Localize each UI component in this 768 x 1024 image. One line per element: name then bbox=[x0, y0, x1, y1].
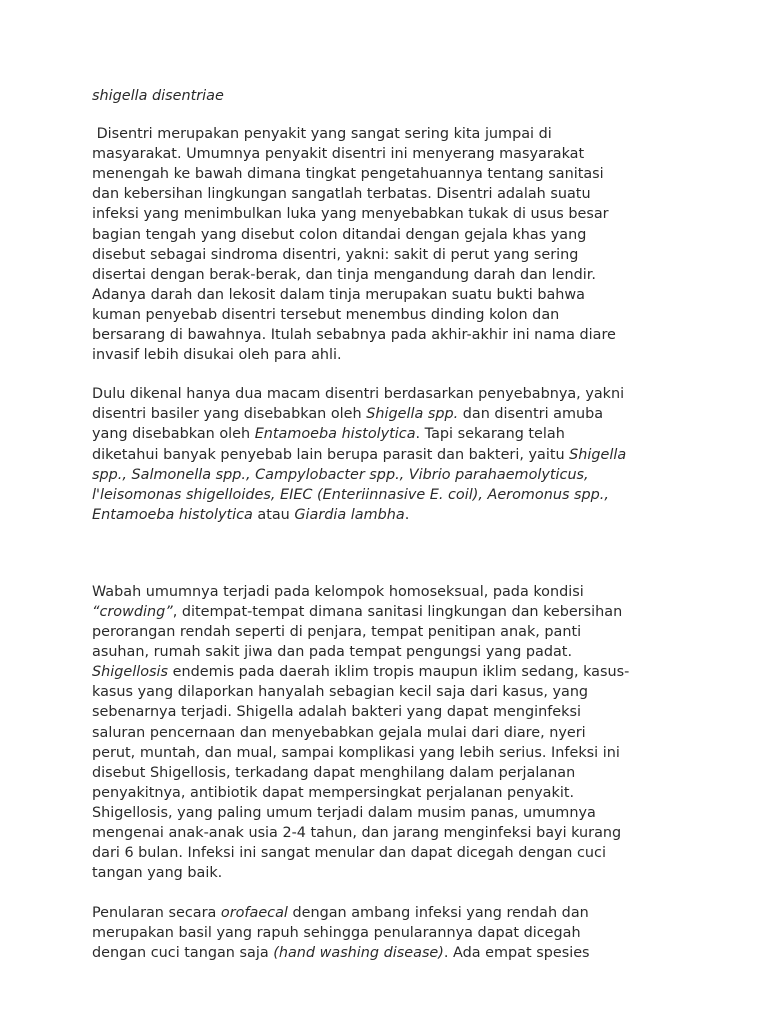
text-line: perorangan rendah seperti di penjara, tempat penitipan anak, panti bbox=[92, 624, 582, 641]
text-run: endemis pada daerah iklim tropis maupun iklim sedang, kasus- bbox=[168, 664, 630, 681]
species-name: Entamoeba histolytica bbox=[254, 426, 416, 443]
text-run: dan disentri amuba bbox=[458, 406, 604, 423]
emphasis-text: Shigellosis bbox=[92, 664, 169, 681]
text-run: diketahui banyak penyebab lain berupa parasit dan bakteri, yaitu bbox=[92, 446, 570, 463]
text-line bbox=[92, 602, 678, 622]
text-line bbox=[92, 445, 678, 465]
text-line: disebut Shigellosis, terkadang dapat menghilang dalam perjalanan bbox=[92, 764, 576, 781]
species-name: Giardia lambha bbox=[294, 506, 405, 523]
text-line: Adanya darah dan lekosit dalam tinja merupakan suatu bukti bahwa bbox=[92, 286, 586, 303]
text-line: asuhan, rumah sakit jiwa dan pada tempat pengungsi yang padat. bbox=[92, 644, 573, 661]
text-line: Disentri merupakan penyakit yang sangat sering kita jumpai di bbox=[92, 126, 552, 143]
paragraph-3 bbox=[92, 582, 678, 883]
paragraph-4 bbox=[92, 903, 678, 963]
paragraph-2 bbox=[92, 384, 678, 525]
text-line: invasif lebih disukai oleh para ahli. bbox=[92, 347, 342, 364]
text-line bbox=[92, 903, 678, 923]
text-line bbox=[92, 404, 678, 424]
document-page bbox=[92, 86, 678, 964]
emphasis-text: (hand washing disease) bbox=[273, 945, 444, 962]
species-name: Entamoeba histolytica bbox=[92, 506, 253, 523]
text-run: dengan ambang infeksi yang rendah dan bbox=[287, 905, 589, 922]
text-line: perut, muntah, dan mual, sampai komplikasi yang lebih serius. Infeksi ini bbox=[92, 744, 620, 761]
text-line: dari 6 bulan. Infeksi ini sangat menular dan dapat dicegah dengan cuci bbox=[92, 845, 606, 862]
text-line bbox=[92, 943, 678, 963]
emphasis-text: orofaecal bbox=[220, 905, 288, 922]
text-run: dengan cuci tangan saja bbox=[92, 945, 274, 962]
text-line bbox=[92, 505, 678, 525]
text-line: sebenarnya terjadi. Shigella adalah bakteri yang dapat menginfeksi bbox=[92, 704, 581, 721]
text-line: Dulu dikenal hanya dua macam disentri berdasarkan penyebabnya, yakni bbox=[92, 386, 625, 403]
emphasis-text: “crowding” bbox=[92, 603, 173, 620]
text-line: bagian tengah yang disebut colon ditandai dengan gejala khas yang bbox=[92, 226, 587, 243]
text-run: yang disebabkan oleh bbox=[92, 426, 255, 443]
species-list-line: spp., Salmonella spp., Campylobacter spp., Vibrio parahaemolyticus, bbox=[92, 466, 589, 483]
text-line: Wabah umumnya terjadi pada kelompok homoseksual, pada kondisi bbox=[92, 583, 584, 600]
text-line: infeksi yang menimbulkan luka yang menyebabkan tukak di usus besar bbox=[92, 206, 609, 223]
text-line: dan kebersihan lingkungan sangatlah terbatas. Disentri adalah suatu bbox=[92, 186, 591, 203]
text-line: mengenai anak-anak usia 2-4 tahun, dan jarang menginfeksi bayi kurang bbox=[92, 825, 622, 841]
text-run: atau bbox=[252, 506, 295, 523]
text-line: merupakan basil yang rapuh sehingga penularannya dapat dicegah bbox=[92, 925, 581, 942]
text-line: disebut sebagai sindroma disentri, yakni: sakit di perut yang sering bbox=[92, 246, 579, 263]
text-line: saluran pencernaan dan menyebabkan gejala mulai dari diare, nyeri bbox=[92, 724, 586, 741]
text-line: penyakitnya, antibiotik dapat mempersingkat perjalanan penyakit. bbox=[92, 784, 575, 801]
text-line: menengah ke bawah dimana tingkat pengetahuannya tentang sanitasi bbox=[92, 166, 604, 183]
text-run: , ditempat-tempat dimana sanitasi lingkungan dan kebersihan bbox=[172, 603, 623, 620]
species-list-line: l'leisomonas shigelloides, EIEC (Enteriinnasive E. coil), Aeromonus spp., bbox=[92, 486, 609, 503]
text-line: kasus yang dilaporkan hanyalah sebagian kecil saja dari kasus, yang bbox=[92, 684, 589, 701]
text-line: Shigellosis, yang paling umum terjadi dalam musim panas, umumnya bbox=[92, 804, 596, 821]
text-line: tangan yang baik. bbox=[92, 865, 223, 882]
paragraph-1 bbox=[92, 124, 678, 365]
species-name: Shigella bbox=[569, 446, 627, 463]
text-run: . Tapi sekarang telah bbox=[415, 426, 565, 443]
text-line bbox=[92, 662, 678, 682]
text-line: masyarakat. Umumnya penyakit disentri ini menyerang masyarakat bbox=[92, 146, 585, 163]
text-run: Penularan secara bbox=[92, 905, 221, 922]
text-run: disentri basiler yang disebabkan oleh bbox=[92, 406, 367, 423]
species-name: Shigella spp. bbox=[366, 406, 459, 423]
document-title: shigella disentriae bbox=[92, 88, 224, 104]
text-line: disertai dengan berak-berak, dan tinja mengandung darah dan lendir. bbox=[92, 266, 596, 283]
text-line bbox=[92, 424, 678, 444]
text-line: bersarang di bawahnya. Itulah sebabnya pada akhir-akhir ini nama diare bbox=[92, 327, 616, 344]
text-run: . Ada empat spesies bbox=[443, 945, 590, 962]
text-line: kuman penyebab disentri tersebut menembus dinding kolon dan bbox=[92, 306, 560, 323]
text-run: . bbox=[404, 506, 410, 523]
